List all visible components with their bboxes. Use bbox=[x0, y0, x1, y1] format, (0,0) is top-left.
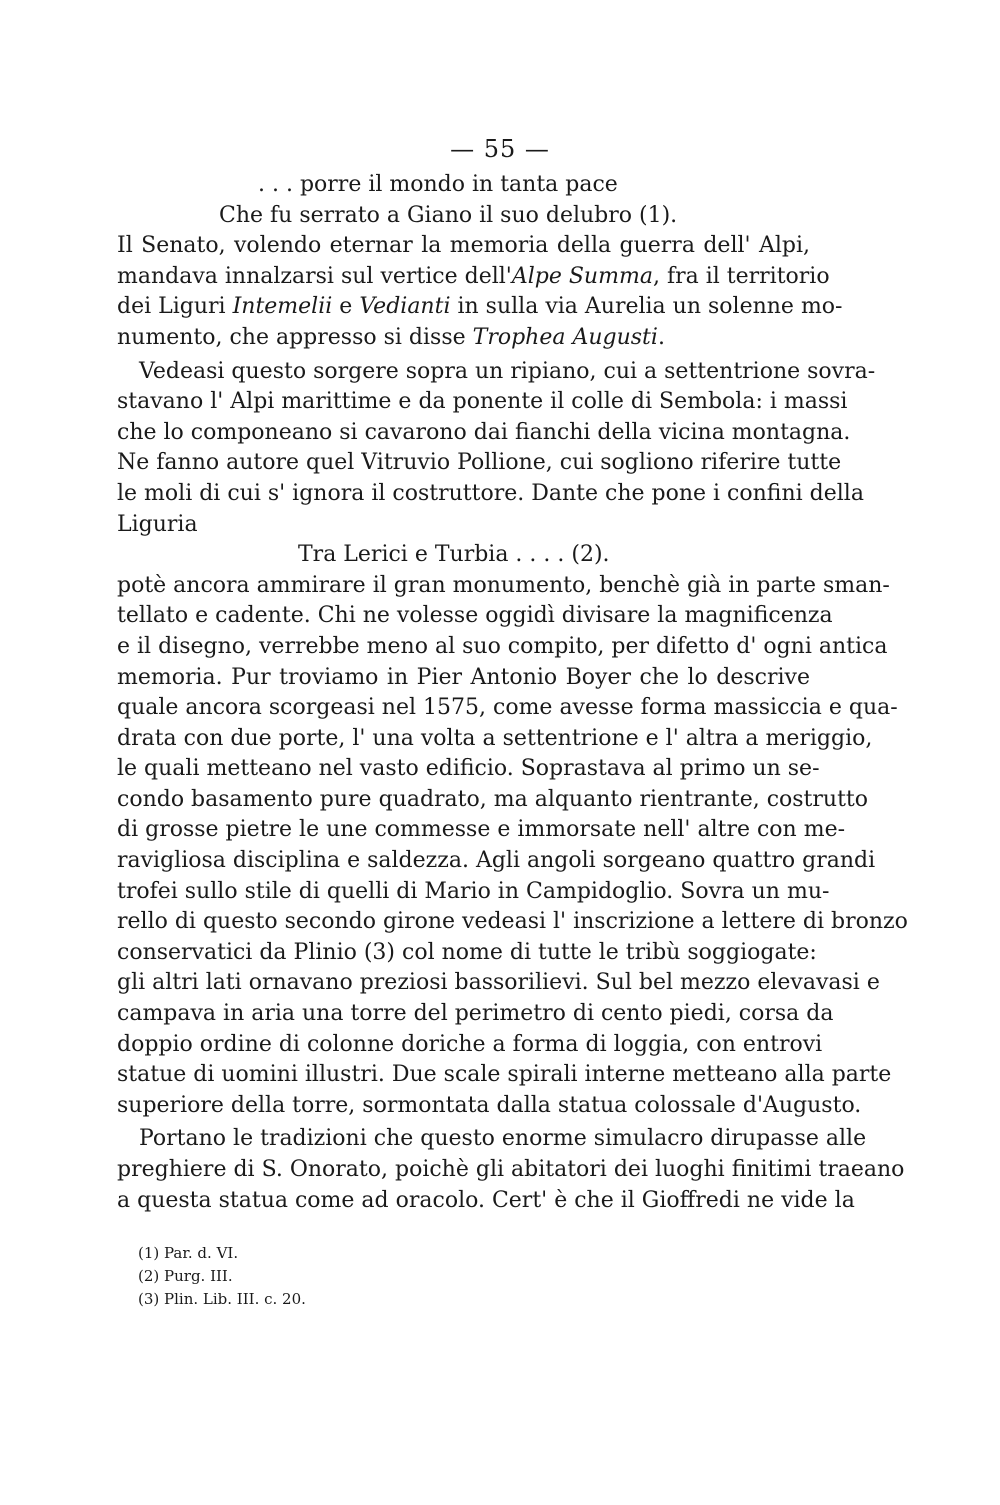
text-fragment: in sulla via Aurelia un solenne mo- bbox=[450, 294, 843, 320]
footnote: (3) Plin. Lib. III. c. 20. bbox=[138, 1290, 306, 1308]
text-line: doppio ordine di colonne doriche a forma di loggia, con entrovi bbox=[117, 1031, 823, 1057]
text-line: condo basamento pure quadrato, ma alquanto rientrante, costrutto bbox=[117, 786, 869, 812]
text-line: di grosse pietre le une commesse e immorsate nell' altre con me- bbox=[117, 817, 846, 843]
text-line: superiore della torre, sormontata dalla statua colossale d'Augusto. bbox=[117, 1092, 862, 1118]
paragraph bbox=[117, 571, 908, 1122]
text-line: ravigliosa disciplina e saldezza. Agli angoli sorgeano quattro grandi bbox=[117, 848, 876, 874]
footnote: (1) Par. d. VI. bbox=[138, 1244, 239, 1262]
paragraph bbox=[117, 231, 843, 353]
verse-line: Tra Lerici e Turbia . . . . (2). bbox=[298, 542, 610, 568]
text-fragment: numento, che appresso si disse bbox=[117, 324, 473, 350]
text-fragment: , fra il territorio bbox=[652, 263, 830, 289]
text-line: Il Senato, volendo eternar la memoria della guerra dell' Alpi, bbox=[117, 233, 810, 259]
verse-line: Che fu serrato a Giano il suo delubro (1). bbox=[219, 202, 678, 228]
text-line: Ne fanno autore quel Vitruvio Pollione, cui sogliono riferire tutte bbox=[117, 450, 842, 476]
text-line: campava in aria una torre del perimetro di cento piedi, corsa da bbox=[117, 1001, 834, 1027]
text-line: trofei sullo stile di quelli di Mario in Campidoglio. Sovra un mu- bbox=[117, 878, 830, 904]
text-line: Vedeasi questo sorgere sopra un ripiano, cui a settentrione sovra- bbox=[139, 358, 876, 384]
text-line: statue di uomini illustri. Due scale spirali interne metteano alla parte bbox=[117, 1062, 892, 1088]
text-line bbox=[117, 262, 830, 293]
text-line: stavano l' Alpi marittime e da ponente il colle di Sembola: i massi bbox=[117, 389, 848, 415]
text-fragment: e bbox=[332, 294, 360, 320]
footnote: (2) Purg. III. bbox=[138, 1267, 233, 1285]
text-fragment: dei Liguri bbox=[117, 294, 233, 320]
text-line: preghiere di S. Onorato, poichè gli abitatori dei luoghi finitimi traeano bbox=[117, 1157, 905, 1182]
text-line: gli altri lati ornavano preziosi bassorilievi. Sul bel mezzo elevavasi e bbox=[117, 970, 880, 996]
paragraph bbox=[117, 1124, 905, 1216]
text-line: che lo componeano si cavarono dai fianchi della vicina montagna. bbox=[117, 419, 851, 445]
text-line: conservatici da Plinio (3) col nome di tutte le tribù soggiogate: bbox=[117, 939, 817, 965]
text-fragment: mandava innalzarsi sul vertice dell' bbox=[117, 263, 512, 289]
italic-place-name: Alpe Summa bbox=[511, 263, 653, 289]
text-line: drata con due porte, l' una volta a settentrione e l' altra a meriggio, bbox=[117, 725, 873, 751]
body-text bbox=[117, 170, 908, 1216]
italic-people-name: Vedianti bbox=[359, 294, 451, 320]
text-line: Liguria bbox=[117, 511, 198, 537]
text-line: Portano le tradizioni che questo enorme simulacro dirupasse alle bbox=[139, 1126, 867, 1152]
verse-line: . . . porre il mondo in tanta pace bbox=[258, 172, 618, 197]
text-line: le moli di cui s' ignora il costruttore. Dante che pone i confini della bbox=[117, 480, 864, 506]
text-line: memoria. Pur troviamo in Pier Antonio Boyer che lo descrive bbox=[117, 664, 810, 690]
text-line: e il disegno, verrebbe meno al suo compito, per difetto d' ogni antica bbox=[117, 633, 888, 659]
footnotes bbox=[138, 1242, 306, 1311]
italic-monument-name: Trophea Augusti bbox=[472, 324, 658, 350]
text-fragment: . bbox=[657, 324, 665, 350]
paragraph bbox=[117, 357, 876, 541]
text-line: a questa statua come ad oracolo. Cert' è che il Gioffredi ne vide la bbox=[117, 1187, 855, 1213]
text-line: tellato e cadente. Chi ne volesse oggidì divisare la magnificenza bbox=[117, 603, 833, 629]
text-line: le quali metteano nel vasto edificio. Soprastava al primo un se- bbox=[117, 756, 820, 782]
page-number: — 55 — bbox=[450, 135, 550, 163]
text-line: potè ancora ammirare il gran monumento, benchè già in parte sman- bbox=[117, 572, 890, 598]
text-line: quale ancora scorgeasi nel 1575, come avesse forma massiccia e qua- bbox=[117, 695, 898, 721]
text-line: rello di questo secondo girone vedeasi l' inscrizione a lettere di bronzo bbox=[117, 909, 908, 935]
text-line bbox=[117, 292, 843, 323]
italic-people-name: Intemelii bbox=[232, 294, 333, 320]
text-line bbox=[117, 323, 810, 354]
